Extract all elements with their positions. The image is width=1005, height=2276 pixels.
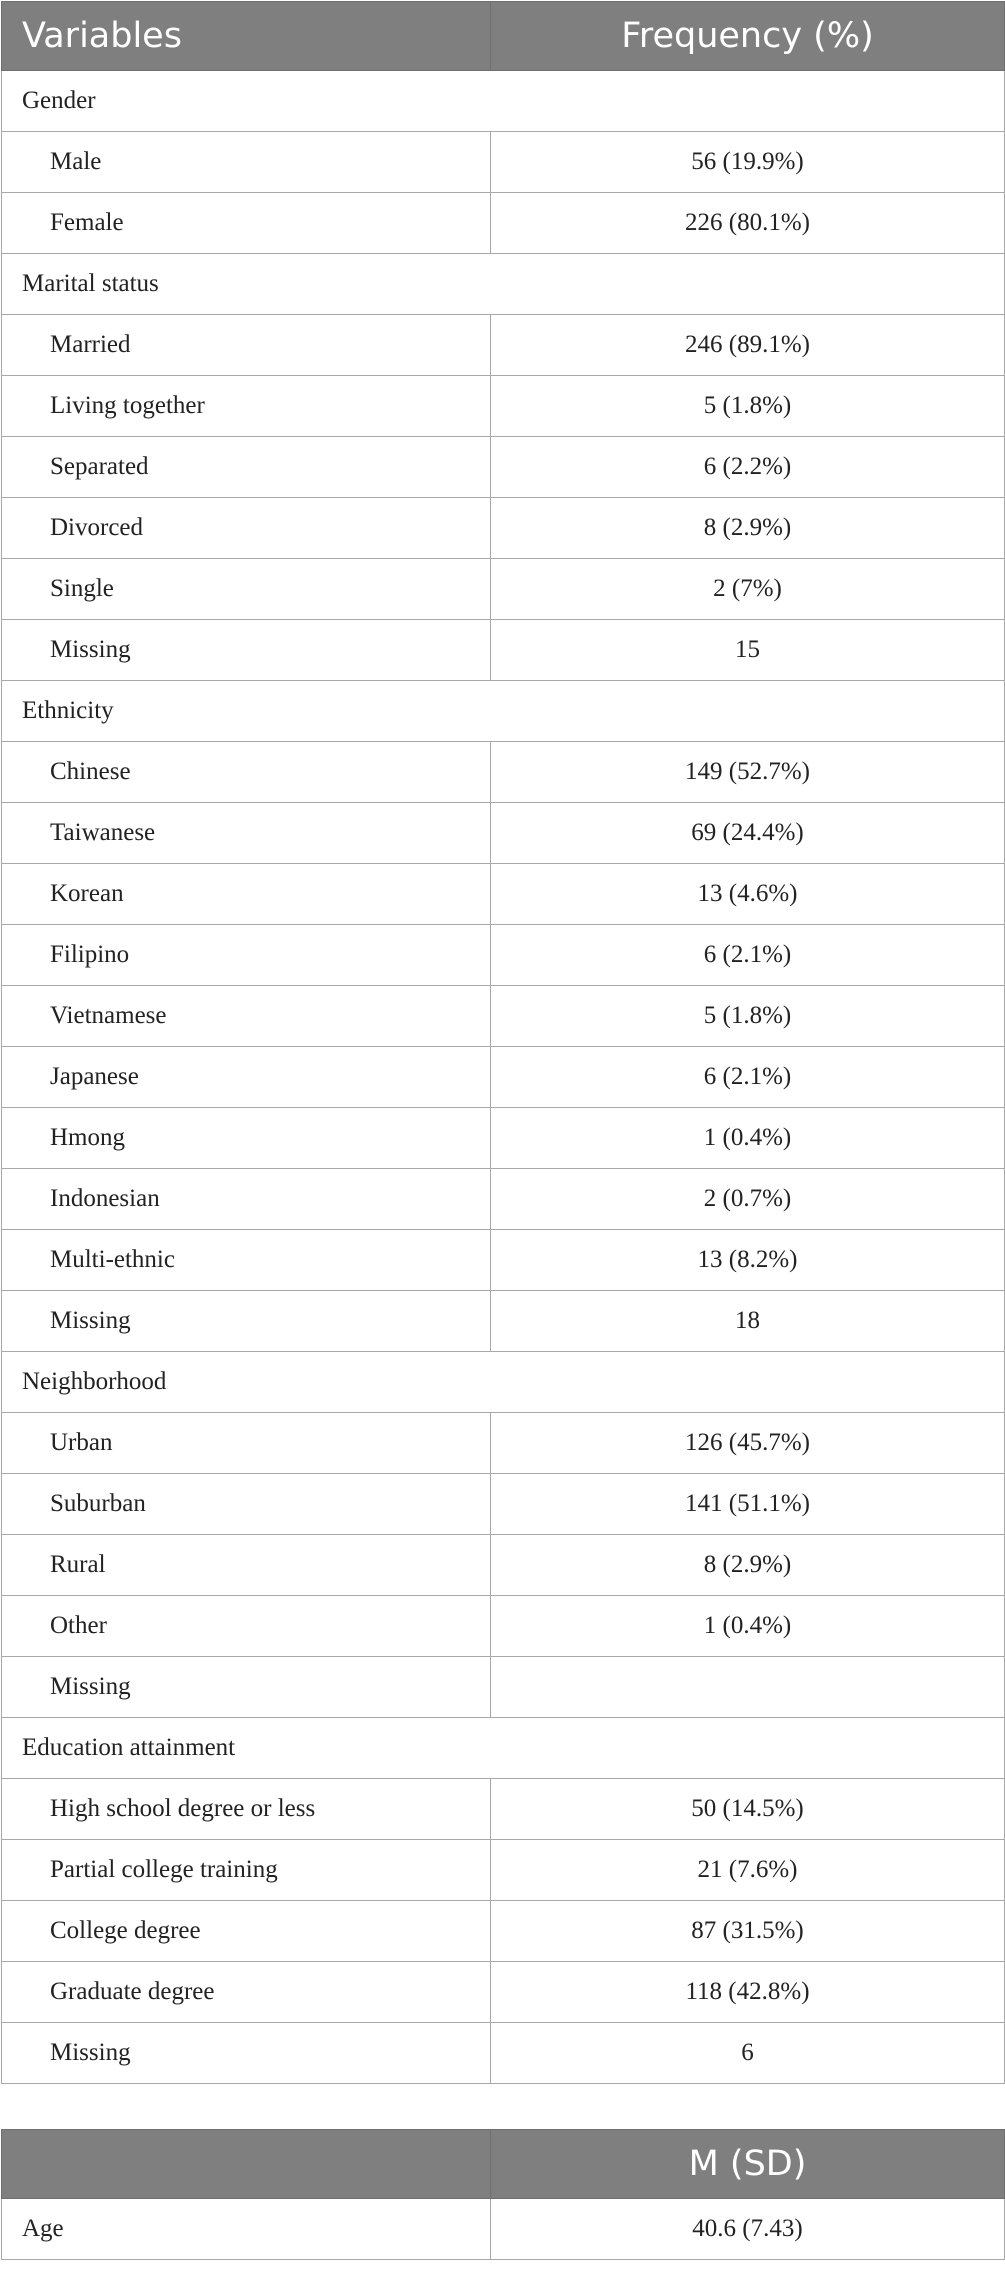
row-label: Vietnamese — [2, 986, 491, 1047]
category-label: Neighborhood — [2, 1352, 1005, 1413]
row-label: Partial college training — [2, 1840, 491, 1901]
category-row — [2, 71, 1005, 132]
mean-sd-table — [1, 2129, 1005, 2260]
row-value: 87 (31.5%) — [491, 1901, 1005, 1962]
table-row — [2, 1047, 1005, 1108]
table-row — [2, 1230, 1005, 1291]
row-value: 1 (0.4%) — [491, 1108, 1005, 1169]
row-label: Japanese — [2, 1047, 491, 1108]
header-mean-sd: M (SD) — [491, 2130, 1005, 2199]
row-value: 226 (80.1%) — [491, 193, 1005, 254]
row-value: 246 (89.1%) — [491, 315, 1005, 376]
row-label: Missing — [2, 2023, 491, 2084]
row-label: Divorced — [2, 498, 491, 559]
category-label: Education attainment — [2, 1718, 1005, 1779]
row-value: 6 — [491, 2023, 1005, 2084]
row-value: 6 (2.2%) — [491, 437, 1005, 498]
row-value: 6 (2.1%) — [491, 1047, 1005, 1108]
row-value: 69 (24.4%) — [491, 803, 1005, 864]
row-label: Chinese — [2, 742, 491, 803]
table-row — [2, 559, 1005, 620]
row-value: 13 (4.6%) — [491, 864, 1005, 925]
row-label: Separated — [2, 437, 491, 498]
row-value: 5 (1.8%) — [491, 376, 1005, 437]
row-value: 2 (0.7%) — [491, 1169, 1005, 1230]
row-label: Graduate degree — [2, 1962, 491, 2023]
table-body — [2, 2199, 1005, 2260]
row-value: 50 (14.5%) — [491, 1779, 1005, 1840]
row-label: Korean — [2, 864, 491, 925]
row-label: Hmong — [2, 1108, 491, 1169]
table-row — [2, 1169, 1005, 1230]
table-row — [2, 1596, 1005, 1657]
row-label: Indonesian — [2, 1169, 491, 1230]
header-row — [2, 2130, 1005, 2199]
header-empty — [2, 2130, 491, 2199]
row-label: Female — [2, 193, 491, 254]
row-label: Single — [2, 559, 491, 620]
row-value: 149 (52.7%) — [491, 742, 1005, 803]
row-label: Missing — [2, 620, 491, 681]
row-label: Age — [2, 2199, 491, 2260]
row-value: 21 (7.6%) — [491, 1840, 1005, 1901]
row-value: 8 (2.9%) — [491, 498, 1005, 559]
row-value: 5 (1.8%) — [491, 986, 1005, 1047]
table-row — [2, 1108, 1005, 1169]
table-row — [2, 1291, 1005, 1352]
row-label: Filipino — [2, 925, 491, 986]
row-value: 1 (0.4%) — [491, 1596, 1005, 1657]
table-row — [2, 2199, 1005, 2260]
row-value: 40.6 (7.43) — [491, 2199, 1005, 2260]
row-value: 6 (2.1%) — [491, 925, 1005, 986]
category-label: Gender — [2, 71, 1005, 132]
table-row — [2, 1474, 1005, 1535]
table-row — [2, 498, 1005, 559]
row-label: Multi-ethnic — [2, 1230, 491, 1291]
table-row — [2, 437, 1005, 498]
row-value: 126 (45.7%) — [491, 1413, 1005, 1474]
table-row — [2, 193, 1005, 254]
row-value: 141 (51.1%) — [491, 1474, 1005, 1535]
row-value: 8 (2.9%) — [491, 1535, 1005, 1596]
row-label: Rural — [2, 1535, 491, 1596]
table-row — [2, 864, 1005, 925]
category-row — [2, 681, 1005, 742]
table-body — [2, 71, 1005, 2084]
header-frequency: Frequency (%) — [491, 2, 1005, 71]
row-value — [491, 1657, 1005, 1718]
table-row — [2, 1413, 1005, 1474]
row-label: Missing — [2, 1657, 491, 1718]
table-row — [2, 1779, 1005, 1840]
table-row — [2, 1657, 1005, 1718]
table-row — [2, 925, 1005, 986]
table-row — [2, 132, 1005, 193]
table-row — [2, 803, 1005, 864]
row-label: Missing — [2, 1291, 491, 1352]
row-label: Other — [2, 1596, 491, 1657]
table-row — [2, 620, 1005, 681]
header-variables: Variables — [2, 2, 491, 71]
table-row — [2, 1962, 1005, 2023]
header-row — [2, 2, 1005, 71]
row-label: Suburban — [2, 1474, 491, 1535]
table-row — [2, 376, 1005, 437]
row-label: Male — [2, 132, 491, 193]
row-value: 15 — [491, 620, 1005, 681]
table-row — [2, 315, 1005, 376]
table-row — [2, 1901, 1005, 1962]
row-label: High school degree or less — [2, 1779, 491, 1840]
category-label: Ethnicity — [2, 681, 1005, 742]
row-label: College degree — [2, 1901, 491, 1962]
row-label: Married — [2, 315, 491, 376]
row-label: Urban — [2, 1413, 491, 1474]
category-row — [2, 1718, 1005, 1779]
table-row — [2, 742, 1005, 803]
row-value: 2 (7%) — [491, 559, 1005, 620]
row-value: 13 (8.2%) — [491, 1230, 1005, 1291]
category-row — [2, 254, 1005, 315]
table-row — [2, 2023, 1005, 2084]
row-label: Living together — [2, 376, 491, 437]
table-row — [2, 986, 1005, 1047]
row-value: 18 — [491, 1291, 1005, 1352]
demographics-table — [1, 1, 1005, 2084]
row-value: 56 (19.9%) — [491, 132, 1005, 193]
row-value: 118 (42.8%) — [491, 1962, 1005, 2023]
table-row — [2, 1535, 1005, 1596]
category-label: Marital status — [2, 254, 1005, 315]
row-label: Taiwanese — [2, 803, 491, 864]
category-row — [2, 1352, 1005, 1413]
table-row — [2, 1840, 1005, 1901]
